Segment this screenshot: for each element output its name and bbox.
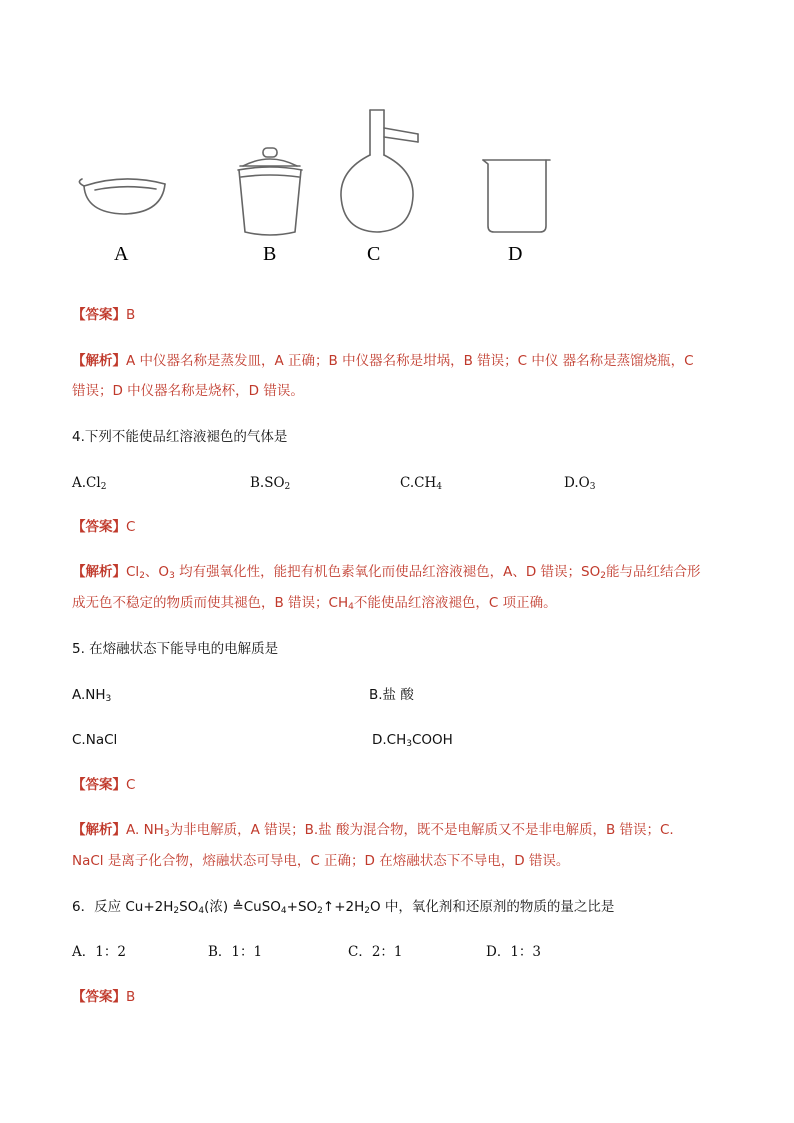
label-b: B [263,243,277,265]
answer-value: C [126,777,136,793]
q6-option-b: B．1：1 [208,944,263,960]
label-c: C [367,243,381,265]
answer-tag: 【答案】 [72,519,126,535]
q5-analysis-line2: NaCl 是离子化合物，熔融状态可导电，C 正确；D 在熔融状态下不导电，D 错误。 [72,853,570,869]
answer-tag: 【答案】 [72,777,126,793]
q6-option-d: D．1：3 [486,944,542,960]
analysis-text: 错误；D 中仪器名称是烧杯，D 错误。 [72,383,304,399]
q4-stem: 4.下列不能使品红溶液褪色的气体是 [72,429,288,445]
beaker-icon [483,160,550,232]
analysis-text: A 中仪器名称是蒸发皿，A 正确；B 中仪器名称是坩埚，B 错误；C 中仪 器名称是蒸馏烧瓶，C [126,353,694,369]
answer-tag: 【答案】 [72,307,126,323]
q5-option-c: C.NaCl [72,732,118,748]
q6-option-c: C．2：1 [348,944,403,960]
heat-delta-symbol: ≜ [232,899,244,915]
q3-answer [72,305,135,325]
q4-analysis-line2: 成无色不稳定的物质而使其褪色，B 错误；$CH_4$不能使品红溶液褪色，C 项正确。 [72,595,557,612]
q4-option-d: $D.O_3$ [564,475,596,492]
q4-option-b: $B.SO_2$ [250,475,291,492]
apparatus-figure [0,100,794,275]
q5-analysis: 【解析】A. $NH_3$为非电解质，A 错误；B.盐 酸为混合物，既不是电解质又不是非电解质，B 错误；C. [72,822,674,839]
answer-value: B [126,989,136,1005]
q6-option-a: A．1：2 [72,944,126,960]
crucible-icon [238,148,302,235]
q6-answer [72,987,135,1007]
q4-answer [72,517,135,537]
distillation-flask-icon [341,110,418,232]
answer-value: B [126,307,136,323]
answer-value: C [126,519,136,535]
q3-analysis [72,351,694,371]
q4-analysis: 【解析】$Cl_2$、$O_3$ 均有强氧化性，能把有机色素氧化而使品红溶液褪色，A、D 错误；$SO_2$能与品红结合形 [72,564,701,581]
q3-analysis-line2 [72,381,304,401]
label-a: A [114,243,129,265]
q6-stem: 6．反应 $Cu+2H_2SO_4$(浓) $≜CuSO_4+SO_2↑+2H_2O$ 中，氧化剂和还原剂的物质的量之比是 [72,899,615,916]
q5-option-a: $A.NH_3$ [72,687,112,704]
answer-tag: 【答案】 [72,989,126,1005]
q4-option-a: $A.Cl_2$ [72,475,107,492]
analysis-tag: 【解析】 [72,353,126,369]
q5-answer [72,775,135,795]
analysis-tag: 【解析】 [72,564,126,580]
q5-option-b: B.盐 酸 [369,687,414,703]
q4-option-c: $C.CH_4$ [400,475,442,492]
q5-option-d: $D.CH_3COOH$ [372,732,453,749]
analysis-tag: 【解析】 [72,822,126,838]
evaporating-dish-icon [79,179,165,214]
q5-stem: 5. 在熔融状态下能导电的电解质是 [72,641,279,657]
label-d: D [508,243,523,265]
